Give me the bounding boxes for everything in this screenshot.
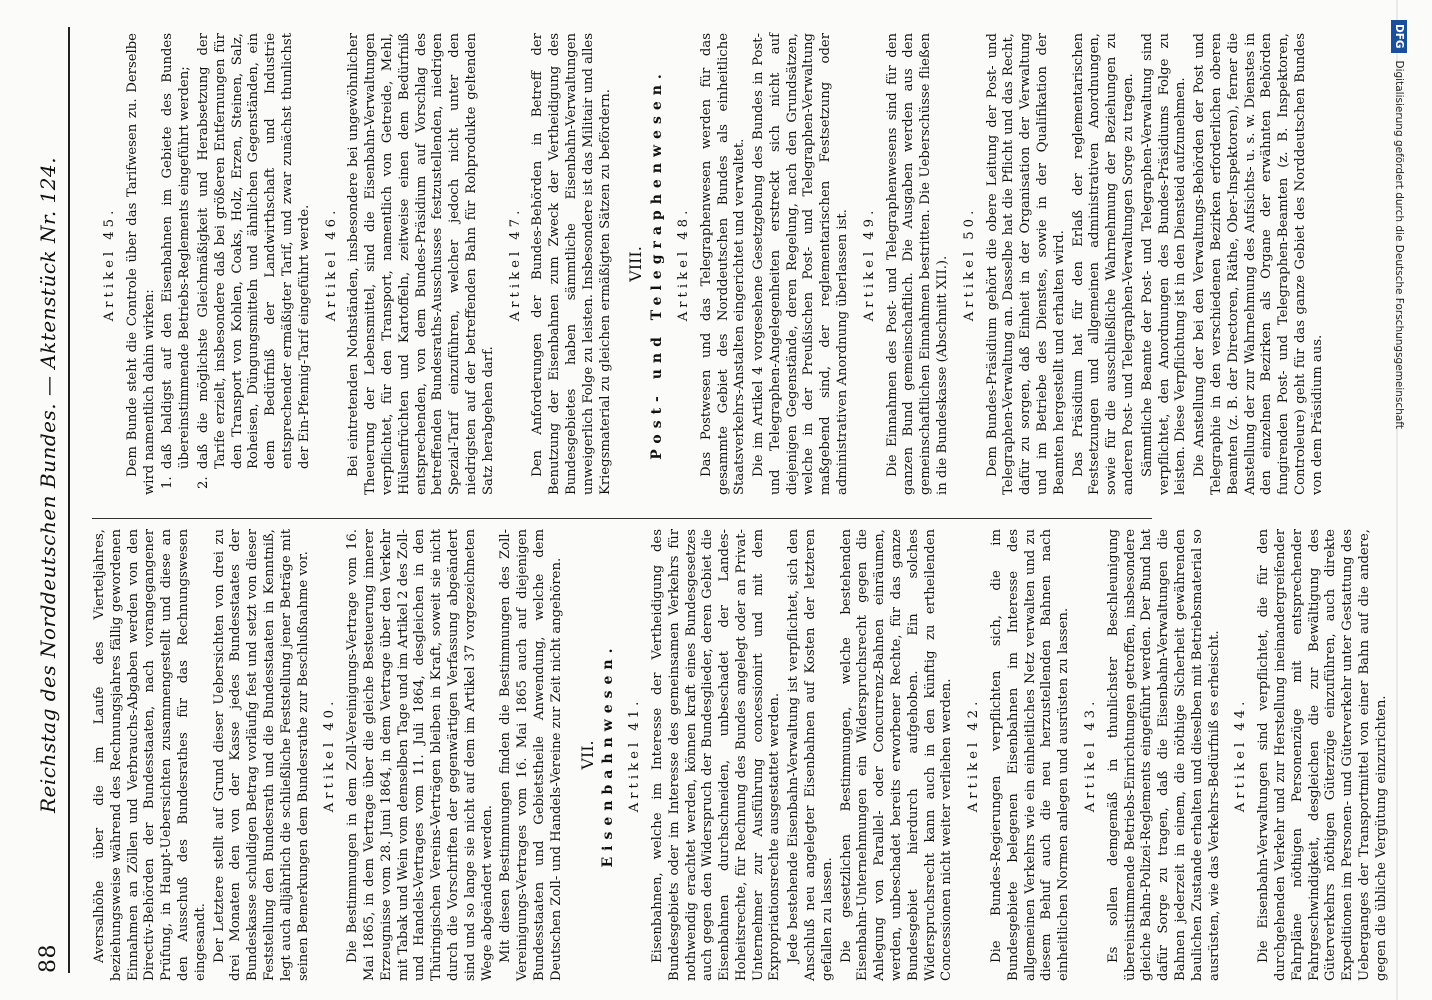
section-title: Eisenbahnwesen.	[600, 642, 617, 868]
funding-note	[1388, 20, 1410, 980]
paragraph: Das Präsidium hat für den Erlaß der reglementarischen Festsetzungen und allgemeinen administrativen Anordnungen, sowie für die ausschließliche Wahrnehmung der Beziehungen zu anderen Post- und Telegraphen-Verwaltungen Sorge zu tragen.	[1070, 33, 1137, 495]
column-divider	[92, 518, 1152, 519]
paragraph: Die im Artikel 4 vorgesehene Gesetzgebung des Bundes in Post- und Telegraphen-Angelegenheiten erstreckt sich nicht auf diejenigen Gegenstände, deren Regelung, nach den Grundsätzen, welche in der Preußischen Post- und Telegraphen-Verwaltung maßgebend sind, der reglementarischen Festsetzung oder administrativen Anordnung überlassen ist.	[751, 33, 851, 495]
funding-text: Digitalisierung gefördert durch die Deutsche Forschungsgemeinschaft	[1393, 60, 1405, 429]
paragraph: Jede bestehende Eisenbahn-Verwaltung ist verpflichtet, sich den Anschluß neu angelegter Eisenbahnen auf Kosten der letzteren gefallen zu lassen.	[786, 529, 835, 981]
paragraph: Das Postwesen und das Telegraphenwesen werden für das gesammte Gebiet des Norddeutschen Bundes als einheitliche Staatsverkehrs-Anstalten eingerichtet und verwaltet.	[698, 33, 748, 495]
article-heading: Artikel 48.	[675, 206, 691, 322]
paragraph: Die Bestimmungen in dem Zoll-Vereinigungs-Vertrage vom 16. Mai 1865, in dem Vertrage über die gleiche Besteuerung innerer Erzeugnisse vom 28. Juni 1864, in dem Vertrage über den Verkehr mit Tabak und Wein vom demselben Tage und im Artikel 2 des Zoll- und Handels-Vertrages vom 11. Juli 1864, desgleichen in den Thüringischen Vereins-Verträgen bleiben in Kraft, soweit sie nicht durch die Vorschriften der gegenwärtigen Verfassung abgeändert sind und so lange sie nicht auf dem im Artikel 37 vorgezeichneten Wege abgeändert werden.	[345, 529, 495, 981]
article-heading: Artikel 50.	[961, 206, 977, 322]
document-page	[10, 5, 1405, 995]
paragraph: Bei eintretenden Nothständen, insbesondere bei ungewöhnlicher Theuerung der Lebensmittel, sind die Eisenbahn-Verwaltungen verpflichtet, für den Transport, namentlich von Getreide, Mehl, Hülsenfrüchten und Kartoffeln, zeitweise einen dem Bedürfniß entsprechenden, von dem Bundes-Präsidium auf Vorschlag des betreffenden Bundesraths-Ausschusses festzustellenden, niedrigen Spezial-Tarif einzuführen, welcher jedoch nicht unter den niedrigsten auf der betreffenden Bahn für Rohprodukte geltenden Satz herabgehen darf.	[346, 33, 496, 495]
running-title: Reichstag des Norddeutschen Bundes. — Aktenstück Nr. 124.	[36, 156, 60, 813]
article-heading: Artikel 40.	[322, 697, 338, 813]
dfg-logo: DFG	[1391, 20, 1407, 53]
paragraph: Eisenbahnen, welche im Interesse der Vertheidigung des Bundesgebiets oder im Interesse des gemeinsamen Verkehrs für nothwendig erachtet werden, können kraft eines Bundesgesetzes auch gegen den Widerspruch der Bundesglieder, deren Gebiet die Eisenbahnen durchschneiden, unbeschadet der Landes-Hoheitsrechte, für Rechnung des Bundes angelegt oder an Privat-Unternehmer zur Ausführung concessionirt und mit dem Expropriationsrechte ausgestattet werden.	[649, 529, 783, 981]
section-number: VIII.	[626, 246, 646, 282]
page-header	[28, 27, 70, 973]
paragraph: Den Anforderungen der Bundes-Behörden in Betreff der Benutzung der Eisenbahnen zum Zweck der Vertheidigung des Bundesgebietes haben sämmtliche Eisenbahn-Verwaltungen unweigerlich Folge zu leisten. Insbesondere ist das Militair und alles Kriegsmaterial zu gleichen ermäßigten Sätzen zu befördern.	[530, 33, 613, 495]
paragraph: Dem Bunde steht die Controle über das Tarifwesen zu. Derselbe wird namentlich dahin wirken:	[124, 33, 157, 495]
article-heading: Artikel 43.	[1083, 697, 1099, 813]
item-number: 1.	[160, 476, 176, 489]
item-text: daß die möglichste Gleichmäßigkeit und Herabsetzung der Tarife erzielt, insbesondere daß bei größeren Entfernungen für den Transport von Kohlen, Coaks, Holz, Erzen, Steinen, Salz, Roheisen, Düngungsmitteln und ähnlichen Gegenständen, ein dem Bedürfniß der Landwirthschaft und Industrie entsprechender ermäßigter Tarif, und zwar zunächst thunlichst der Ein-Pfennig-Tarif eingeführt werde.	[195, 33, 312, 469]
article-heading: Artikel 44.	[1233, 697, 1249, 813]
article-heading: Artikel 41.	[627, 697, 643, 813]
paragraph: Sämmtliche Beamte der Post- und Telegraphen-Verwaltung sind verpflichtet, den Anordnungen des Bundes-Präsidiums Folge zu leisten. Diese Verpflichtung ist in den Diensteid aufzunehmen.	[1139, 33, 1189, 495]
item-text: daß baldigst auf den Eisenbahnen im Gebiete des Bundes übereinstimmende Betriebs-Reglements eingeführt werden;	[160, 33, 193, 469]
left-column	[92, 529, 1389, 981]
numbered-item	[196, 33, 314, 495]
paragraph: Die Eisenbahn-Verwaltungen sind verpflichtet, die für den durchgehenden Verkehr und zur Herstellung ineinandergreifender Fahrpläne nöthigen Personenzüge mit entsprechender Fahrgeschwindigkeit, desgleichen die zur Bewältigung des Güterverkehrs nöthigen Güterzüge einzuführen, auch direkte Expeditionen im Personen- und Güterverkehr unter Gestattung des Ueberganges der Transportmittel von einer Bahn auf die andere, gegen die übliche Vergütung einzurichten.	[1256, 529, 1389, 981]
section-title: Post- und Telegraphenwesen.	[649, 68, 666, 460]
article-heading: Artikel 49.	[861, 206, 877, 322]
paragraph: Mit diesen Bestimmungen finden die Bestimmungen des Zoll-Vereinigungs-Vertrages vom 16. Mai 1865 auch auf diejenigen Bundesstaaten und Gebietstheile Anwendung, welche dem Deutschen Zoll- und Handels-Vereine zur Zeit nicht angehören.	[498, 529, 564, 981]
paragraph: Die Anstellung der bei den Verwaltungs-Behörden der Post und Telegraphie in den verschiedenen Bezirken erforderlichen oberen Beamten (z. B. der Directoren, Räthe, Ober-Inspektoren), ferner die Anstellung der zur Wahrnehmung des Aufsichts- u. s. w. Dienstes in den einzelnen Bezirken als Organe der erwähnten Behörden fungirenden Post- und Telegraphen-Beamten (z. B. Inspektoren, Controleure) geht für das ganze Gebiet des Norddeutschen Bundes von dem Präsidium aus.	[1192, 33, 1325, 495]
paragraph: Die Einnahmen des Post- und Telegraphenwesens sind für den ganzen Bund gemeinschaftlich. Die Ausgaben werden aus den gemeinschaftlichen Einnahmen bestritten. Die Ueberschüsse fließen in die Bundeskasse (Abschnitt XII.).	[884, 33, 951, 495]
paragraph: Die Bundes-Regierungen verpflichten sich, die im Bundesgebiete belegenen Eisenbahnen im Interesse des allgemeinen Verkehrs wie ein einheitliches Netz verwalten und zu diesem Behuf auch die neu herzustellenden Bahnen nach einheitlichen Normen anlegen und ausrüsten zu lassen.	[989, 529, 1072, 981]
item-number: 2.	[195, 476, 211, 489]
article-heading: Artikel 45.	[102, 206, 117, 322]
paragraph: Dem Bundes-Präsidium gehört die obere Leitung der Post- und Telegraphen-Verwaltung an. Dasselbe hat die Pflicht und das Recht, dafür zu sorgen, daß Einheit in der Organisation der Verwaltung und im Betriebe des Dienstes, sowie in der Qualifikation der Beamten hergestellt und erhalten wird.	[984, 33, 1067, 495]
section-number: VII.	[577, 740, 597, 770]
paragraph: Aversalhöhe über die im Laufe des Vierteljahres, beziehungsweise während des Rechnungsjahres fällig gewordenen Einnahmen an Zöllen und Verbrauchs-Abgaben werden von den Directiv-Behörden der Bundesstaaten, nach vorangegangener Prüfung, in Haupt-Uebersichten zusammengestellt und diese an den Ausschuß des Bundesrathes für das Rechnungswesen eingesandt.	[92, 529, 208, 981]
paragraph: Es sollen demgemäß in thunlichster Beschleunigung übereinstimmende Betriebs-Einrichtungen getroffen, insbesondere gleiche Bahn-Polizei-Reglements eingeführt werden. Der Bund hat dafür Sorge zu tragen, daß die Eisenbahn-Verwaltungen die Bahnen jederzeit in einem, die nöthige Sicherheit gewährenden baulichen Zustande erhalten und dieselben mit Betriebsmaterial so ausrüsten, wie das Verkehrs-Bedürfniß es erheischt.	[1105, 529, 1222, 981]
article-heading: Artikel 46.	[323, 206, 339, 322]
right-column	[92, 33, 1325, 495]
article-heading: Artikel 42.	[966, 697, 982, 813]
page-number: 88	[36, 944, 61, 973]
numbered-item	[160, 33, 194, 495]
paragraph: Der Letztere stellt auf Grund dieser Uebersichten von drei zu drei Monaten den von der Kasse jedes Bundesstaates der Bundeskasse schuldigen Betrag vorläufig fest und setzt von dieser Feststellung den Bundesrath und die Bundesstaaten in Kenntniß, legt auch alljährlich die schließliche Feststellung jener Beträge mit seinen Bemerkungen dem Bundesrathe zur Beschlußnahme vor.	[211, 529, 311, 981]
article-heading: Artikel 47.	[507, 206, 523, 322]
paragraph: Die gesetzlichen Bestimmungen, welche bestehenden Eisenbahn-Unternehmungen ein Widerspruchsrecht gegen die Anlegung von Parallel- oder Concurrenz-Bahnen einräumen, werden, unbeschadet bereits erworbener Rechte, für das ganze Bundesgebiet hierdurch aufgehoben. Ein solches Widerspruchsrecht kann auch in den künftig zu ertheilenden Concessionen nicht weiter verliehen werden.	[838, 529, 955, 981]
